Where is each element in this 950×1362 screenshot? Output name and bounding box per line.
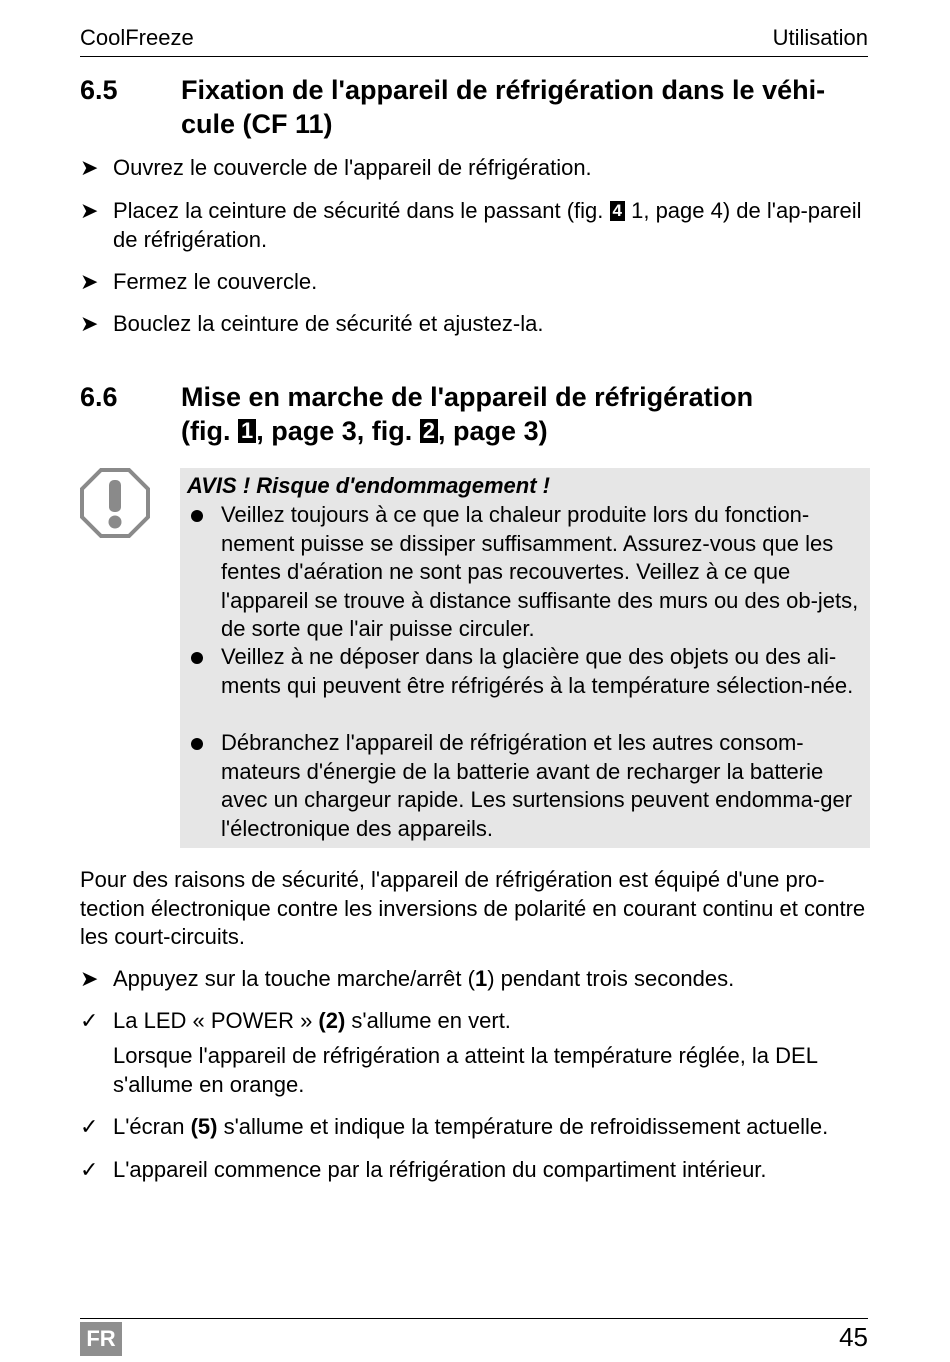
checkmark-icon: ✓: [80, 1008, 99, 1033]
bullet-dot-icon: [191, 652, 203, 664]
step-close-lid: ➤ Fermez le couvercle.: [80, 268, 868, 297]
step-open-lid: ➤ Ouvrez le couvercle de l'appareil de réfrigération.: [80, 154, 868, 183]
page-header: [80, 25, 868, 57]
figure-reference-badge: 4: [610, 201, 625, 221]
notice-box: [180, 468, 870, 848]
result-cooling-starts: ✓ L'appareil commence par la réfrigération du compartiment intérieur.: [80, 1156, 868, 1185]
header-product: CoolFreeze: [80, 25, 194, 50]
notice-item: Débranchez l'appareil de réfrigération et les autres consom-mateurs d'énergie de la batterie avant de recharger la batterie avec un chargeur rapide. Les surtensions peuvent endomma-ger l'électronique des appareils.: [187, 729, 864, 843]
step-buckle-belt: ➤ Bouclez la ceinture de sécurité et ajustez-la.: [80, 310, 868, 339]
section-6-6-heading: 6.6 Mise en marche de l'appareil de réfrigération (fig. 1 , page 3, fig. 2 , page 3): [80, 382, 754, 446]
notice-item: Veillez toujours à ce que la chaleur produite lors du fonction-nement puisse se dissiper suffisamment. Assurez-vous que les fentes d'aération ne sont pas recouvertes. Veillez à ce que l'appareil se trouve à distance suffisante des murs ou des ob-jets, de sorte que l'air puisse circuler.: [187, 501, 864, 643]
arrow-bullet-icon: ➤: [80, 269, 99, 294]
step-press-power: ➤ Appuyez sur la touche marche/arrêt (1) pendant trois secondes.: [80, 965, 868, 994]
section-number: 6.6: [80, 382, 118, 412]
header-chapter: Utilisation: [772, 25, 868, 50]
bullet-dot-icon: [191, 510, 203, 522]
section-title: Mise en marche de l'appareil de réfrigération: [181, 382, 754, 412]
warning-octagon-icon: [80, 468, 150, 538]
page-number: 45: [839, 1322, 868, 1352]
section-6-5-heading: [80, 73, 868, 143]
footer-divider: [80, 1318, 868, 1319]
arrow-bullet-icon: ➤: [80, 155, 99, 180]
section-number: 6.5: [80, 75, 118, 105]
result-display: ✓ L'écran (5) s'allume et indique la température de refroidissement actuelle.: [80, 1113, 868, 1142]
checkmark-icon: ✓: [80, 1157, 99, 1182]
result-led-power: ✓ La LED « POWER » (2) s'allume en vert.: [80, 1007, 868, 1036]
arrow-bullet-icon: ➤: [80, 311, 99, 336]
arrow-bullet-icon: ➤: [80, 966, 99, 991]
checkmark-icon: ✓: [80, 1114, 99, 1139]
section-title: Fixation de l'appareil de réfrigération dans le véhi-cule (CF 11): [181, 75, 826, 139]
figure-reference-badge: 1: [238, 419, 256, 443]
arrow-bullet-icon: ➤: [80, 198, 99, 223]
notice-heading: AVIS ! Risque d'endommagement !: [187, 473, 550, 498]
language-badge: FR: [80, 1322, 122, 1356]
figure-reference-badge: 2: [420, 419, 438, 443]
result-led-note: Lorsque l'appareil de réfrigération a atteint la température réglée, la DEL s'allume en orange.: [113, 1043, 818, 1097]
bullet-dot-icon: [191, 738, 203, 750]
safety-paragraph: Pour des raisons de sécurité, l'appareil de réfrigération est équipé d'une pro-tection électronique contre les inversions de polarité en courant continu et contre les court-circuits.: [80, 867, 866, 949]
step-place-belt: ➤ Placez la ceinture de sécurité dans le passant (fig. 4 1, page 4) de l'ap-pareil de réfrigération.: [80, 198, 862, 252]
notice-item: Veillez à ne déposer dans la glacière que des objets ou des ali-ments qui peuvent être réfrigérés à la température sélection-née.: [187, 643, 864, 729]
